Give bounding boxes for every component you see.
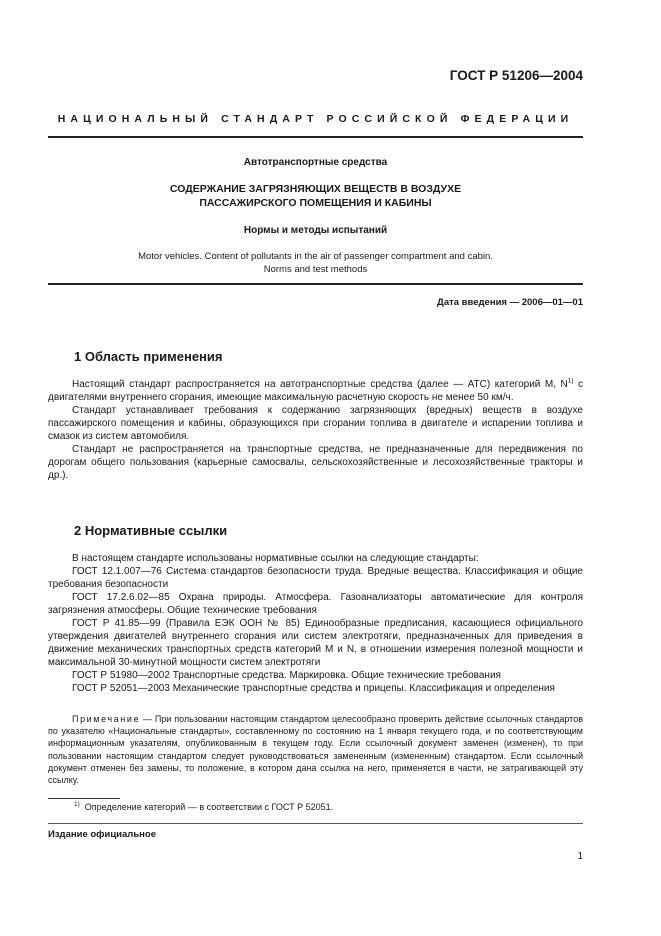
section-2-heading: 2 Нормативные ссылки xyxy=(74,523,228,538)
reference-gost-12-1-007: ГОСТ 12.1.007—76 Система стандартов безопасности труда. Вредные вещества. Классификация и общие требования безопасности xyxy=(48,566,583,590)
reference-gost-r-41-85: ГОСТ Р 41.85—99 (Правила ЕЭК ООН № 85) Единообразные предписания, касающиеся официального утверждения двигателей внутреннего сгорания или систем электротяги, предназначенных для приведения в движение механических транспортных средств категорий М и N, в отношении измерения полезной мощности и максимальной 30-минутной мощности систем электротяги xyxy=(48,618,583,668)
section-1-paragraph-3: Стандарт не распространяется на транспортные средства, не предназначенные для передвижения по дорогам общего пользования (карьерные самосвалы, сельскохозяйственные и лесохозяйственные тракторы и др.). xyxy=(48,444,583,481)
page-number: 1 xyxy=(577,851,583,862)
footer-rule xyxy=(48,823,583,824)
header-top-rule xyxy=(48,136,583,138)
english-title xyxy=(48,251,583,276)
reference-gost-r-51980: ГОСТ Р 51980—2002 Транспортные средства. Маркировка. Общие технические требования xyxy=(72,670,501,681)
standard-number: ГОСТ Р 51206—2004 xyxy=(449,68,583,83)
footnote xyxy=(74,802,333,812)
note-text: — При пользовании настоящим стандартом целесообразно проверить действие ссылочных стандартов по указателю «Национальные стандарты», составленному по состоянию на 1 января текущего года, и по соответствующим информационным указателям, опубликованным в текущем году. Если ссылочный документ заменен (изменен), то при пользовании настоящим стандартом следует руководствоваться замененным (измененным) стандартом. Если ссылочный документ отменен без замены, то положение, в котором дана ссылка на него, применяется в части, не затрагивающей эту ссылку. xyxy=(48,714,583,786)
title-line-2: ПАССАЖИРСКОГО ПОМЕЩЕНИЯ И КАБИНЫ xyxy=(199,196,432,209)
national-standard-banner: НАЦИОНАЛЬНЫЙ СТАНДАРТ РОССИЙСКОЙ ФЕДЕРАЦИИ xyxy=(57,113,574,125)
section-2-body xyxy=(48,552,583,695)
footnote-number: 1) xyxy=(74,801,80,808)
english-title-line-2: Norms and test methods xyxy=(263,263,368,275)
english-title-line-1: Motor vehicles. Content of pollutants in the air of passenger compartment and cabin. xyxy=(138,251,493,262)
reference-gost-r-52051: ГОСТ Р 52051—2003 Механические транспортные средства и прицепы. Классификация и определения xyxy=(72,683,555,694)
references-intro: В настоящем стандарте использованы нормативные ссылки на следующие стандарты: xyxy=(72,553,479,564)
section-1-body xyxy=(48,378,583,482)
note-label: Примечание xyxy=(72,714,141,724)
official-edition-label: Издание официальное xyxy=(48,829,156,840)
references-note xyxy=(48,713,583,786)
section-1-paragraph-1: Настоящий стандарт распространяется на автотранспортные средства (далее — АТС) категорий М, $N^{1)}$ с двигателями внутреннего сгорания, имеющие максимальную расчетную скорость не менее 50 км/ч. xyxy=(48,377,584,403)
document-subtitle: Нормы и методы испытаний xyxy=(243,225,388,236)
section-1-paragraph-2: Стандарт устанавливает требования к содержанию загрязняющих (вредных) веществ в воздухе пассажирского помещения и кабины, образующихся при сгорании топлива в двигателе и испарении топлива и смазок из систем автомобиля. xyxy=(48,405,583,442)
subject-heading: Автотранспортные средства xyxy=(243,157,388,168)
section-1-heading: 1 Область применения xyxy=(74,349,223,364)
footnote-marker: 1) xyxy=(567,377,574,385)
footnote-text: Определение категорий — в соответствии с ГОСТ Р 52051. xyxy=(84,802,334,812)
document-title xyxy=(48,183,583,210)
header-bottom-rule xyxy=(48,283,583,285)
footnote-rule xyxy=(48,798,120,799)
reference-gost-17-2-6-02: ГОСТ 17.2.6.02—85 Охрана природы. Атмосфера. Газоанализаторы автоматические для контроля загрязнения атмосферы. Общие технические требования xyxy=(48,592,583,616)
title-line-1: СОДЕРЖАНИЕ ЗАГРЯЗНЯЮЩИХ ВЕЩЕСТВ В ВОЗДУХЕ xyxy=(169,183,462,195)
introduction-date: Дата введения — 2006—01—01 xyxy=(437,297,583,308)
document-page xyxy=(48,0,583,936)
